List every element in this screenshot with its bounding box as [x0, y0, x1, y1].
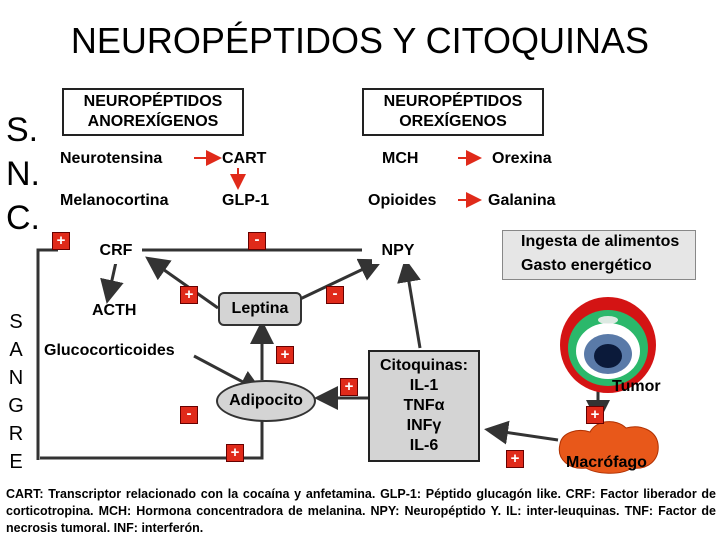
citoquinas-title: Citoquinas: — [380, 357, 468, 374]
leptina-box: Leptina — [218, 292, 302, 326]
orexina-label: Orexina — [492, 150, 552, 167]
legend-ingesta: Ingesta de alimentos — [521, 233, 680, 250]
header-anorexigenos-box — [62, 88, 244, 136]
opioides-label: Opioides — [368, 192, 437, 209]
plus-marker: + — [52, 232, 70, 250]
sangre-letter: N — [8, 367, 24, 389]
citoquina-item: IL-6 — [409, 437, 439, 454]
minus-marker: - — [326, 286, 344, 304]
plus-marker: + — [276, 346, 294, 364]
minus-marker: - — [248, 232, 266, 250]
header-orexigenos-line: NEUROPÉPTIDOS — [383, 93, 523, 110]
citoquina-item: TNFα — [403, 397, 445, 414]
arrow-macrofago-citoquinas — [490, 430, 558, 440]
macrofago-label: Macrófago — [566, 454, 647, 471]
sangre-letter: E — [9, 451, 23, 473]
header-anorexigenos-line: ANOREXÍGENOS — [87, 113, 219, 130]
snc-letter: C. — [6, 199, 40, 237]
citoquina-item: INFγ — [406, 417, 442, 434]
header-orexigenos-line: OREXÍGENOS — [399, 113, 507, 130]
adipocito-ellipse: Adipocito — [216, 380, 316, 422]
arrow-citoquinas-npy — [406, 264, 420, 348]
galanina-label: Galanina — [488, 192, 556, 209]
plus-marker: + — [226, 444, 244, 462]
melanocortina-label: Melanocortina — [60, 192, 169, 209]
citoquinas-box — [368, 350, 480, 462]
plus-marker: + — [180, 286, 198, 304]
arrow-crf-acth — [108, 262, 116, 298]
citoquina-item: IL-1 — [409, 377, 439, 394]
page-title: NEUROPÉPTIDOS Y CITOQUINAS — [70, 20, 650, 61]
acth-label: ACTH — [92, 302, 137, 319]
snc-letter: S. — [6, 111, 39, 149]
plus-marker: + — [506, 450, 524, 468]
glucocorticoides-label: Glucocorticoides — [44, 342, 175, 359]
plus-marker: + — [340, 378, 358, 396]
footnote: CART: Transcriptor relacionado con la cocaína y anfetamina. GLP-1: Péptido glucagón like. CRF: Factor liberador de corticotropina. MCH: Hormona concentradora de melanina. NPY: Neuropéptido Y. IL: inter-leuquinas. TNF: Factor de necrosis tumoral. INF: interferón. — [6, 487, 716, 535]
sangre-letter: R — [8, 423, 24, 445]
minus-marker: - — [180, 406, 198, 424]
plus-marker: + — [586, 406, 604, 424]
neurotensina-label: Neurotensina — [60, 150, 163, 167]
npy-label: NPY — [372, 238, 424, 264]
snc-letter: N. — [6, 155, 40, 193]
tumor-label: Tumor — [612, 378, 661, 395]
sangre-letter: S — [9, 311, 23, 333]
glp1-label: GLP-1 — [222, 192, 270, 209]
sangre-letter: G — [8, 395, 24, 417]
crf-label: CRF — [90, 238, 142, 264]
cart-label: CART — [222, 150, 267, 167]
mch-label: MCH — [382, 150, 419, 167]
header-orexigenos-box — [362, 88, 544, 136]
legend-box — [502, 230, 696, 280]
header-anorexigenos-line: NEUROPÉPTIDOS — [83, 93, 223, 110]
legend-gasto: Gasto energético — [521, 257, 652, 274]
sangre-letter: A — [9, 339, 23, 361]
